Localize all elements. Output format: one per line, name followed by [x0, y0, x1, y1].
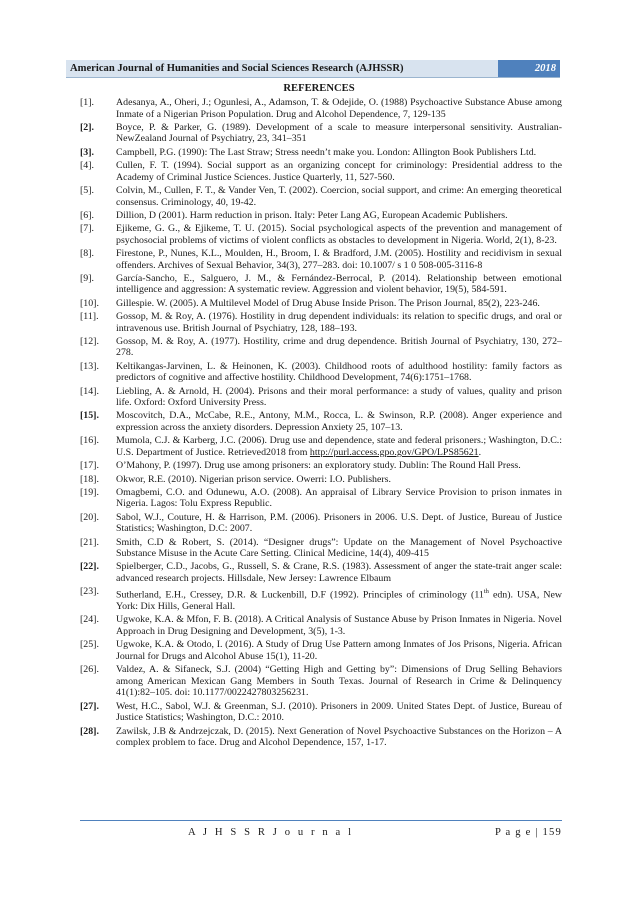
- footer-page-number: P a g e | 159: [494, 827, 562, 838]
- reference-item: [80, 586, 562, 612]
- reference-item: [80, 298, 562, 310]
- reference-item: [80, 474, 562, 486]
- reference-number: [27].: [80, 700, 99, 712]
- section-title: REFERENCES: [283, 83, 355, 94]
- reference-item: [80, 97, 562, 120]
- reference-text: Cullen, F. T. (1994). Social support as an organizing concept for criminology: Presidential address to the Academy of Criminal Justice Sciences. Justice Quarterly, 11, 527-560.: [116, 160, 562, 183]
- reference-item: [80, 336, 562, 359]
- reference-number: [6].: [80, 209, 94, 221]
- reference-number: [7].: [80, 223, 94, 235]
- reference-text-tail: .: [478, 446, 482, 458]
- reference-item: [80, 248, 562, 271]
- reference-text: O’Mahony, P. (1997). Drug use among prisoners: an exploratory study. Dublin: The Round Hall Press.: [116, 460, 521, 472]
- reference-number: [3].: [80, 146, 94, 158]
- reference-item: [80, 210, 562, 222]
- reference-text: Moscovitch, D.A., McCabe, R.E., Antony, M.M., Rocca, L. & Swinson, R.P. (2008). Anger experience and expression across the anxiety disorders. Depression Anxiety 25, 107–13.: [116, 410, 562, 434]
- reference-text: Gillespie. W. (2005). A Multilevel Model of Drug Abuse Inside Prison. The Prison Journal, 85(2), 223-246.: [116, 297, 540, 309]
- reference-text: West, H.C., Sabol, W.J. & Greenman, S.J. (2010). Prisoners in 2009. United States Dept. of Justice, Bureau of Justice Statistics; Washington, D.C.: 2010.: [116, 700, 562, 724]
- reference-text: Keltikangas-Jarvinen, L. & Heinonen, K. (2003). Childhood roots of adulthood hostility: family factors as predictors of cognitive and affective hostility. Childhood Development, 74(6):1751–1768.: [116, 360, 562, 384]
- reference-number: [13].: [80, 360, 99, 372]
- reference-item: [80, 273, 562, 296]
- reference-item: [80, 639, 562, 662]
- reference-text: Liebling, A. & Arnold, H. (2004). Prisons and their moral performance: a study of values, quality and prison life. Oxford: Oxford University Press.: [116, 385, 562, 409]
- reference-number: [16].: [80, 435, 99, 447]
- reference-number: [26].: [80, 664, 99, 676]
- reference-text: Adesanya, A., Oheri, J.; Ogunlesi, A., Adamson, T. & Odejide, O. (1988) Psychoactive Substance Abuse among Inmate of a Nigerian Prison Population. Drug and Alcohol Dependence, 7, 129-135: [116, 97, 562, 120]
- reference-text: Dillion, D (2001). Harm reduction in prison. Italy: Peter Lang AG, European Academic Publishers.: [116, 209, 508, 221]
- reference-item: [80, 386, 562, 409]
- reference-item: [80, 726, 562, 749]
- reference-number: [28].: [80, 725, 99, 737]
- reference-list: [80, 97, 562, 750]
- reference-text: García-Sancho, E., Salguero, J. M., & Fernández-Berrocal, P. (2014). Relationship between emotional intelligence and aggression: A systematic review. Aggression and violent behavior, 19(5), 584-591.: [116, 272, 562, 296]
- reference-number: [25].: [80, 639, 99, 651]
- reference-item: [80, 223, 562, 246]
- reference-number: [12].: [80, 335, 99, 347]
- reference-number: [21].: [80, 536, 99, 548]
- footer-divider: [80, 820, 562, 821]
- reference-text-tail: edn). USA, New York: Dix Hills, General Hall.: [116, 589, 562, 613]
- reference-text: Mumola, C.J. & Karberg, J.C. (2006). Drug use and dependence, state and federal prisoners.; Washington, D.C.: U.S. Department of Justice. Retrieved2018 from: [116, 435, 562, 458]
- reference-number: [8].: [80, 247, 94, 259]
- reference-number: [9].: [80, 272, 94, 284]
- journal-name: American Journal of Humanities and Social Sciences Research (AJHSSR): [66, 60, 498, 77]
- reference-number: [11].: [80, 310, 99, 322]
- footer-journal: A J H S S R J o u r n a l: [188, 827, 354, 838]
- reference-text: Ejikeme, G. G., & Ejikeme, T. U. (2015). Social psychological aspects of the prevention and management of psychosocial problems of victims of violent conflicts as obstacles to development in Nigeria. World, 2(1), 8-23.: [116, 223, 562, 246]
- reference-number: [2].: [80, 121, 94, 133]
- reference-text: Okwor, R.E. (2010). Nigerian prison service. Owerri: I.O. Publishers.: [116, 473, 391, 485]
- page-footer: [80, 826, 562, 840]
- reference-number: [4].: [80, 160, 94, 172]
- reference-number: [20].: [80, 511, 99, 523]
- reference-item: [80, 701, 562, 724]
- reference-item: [80, 311, 562, 334]
- reference-text: Sutherland, E.H., Cressey, D.R. & Luckenbill, D.F (1992). Principles of criminology (11: [116, 589, 484, 601]
- reference-number: [19].: [80, 486, 99, 498]
- reference-text: Smith, C.D & Robert, S. (2014). “Designer drugs”: Update on the Management of Novel Psychoactive Substance Misuse in the Acute Care Setting. Clinical Medicine, 14(4), 409-415: [116, 536, 562, 560]
- reference-text: Boyce, P. & Parker, G. (1989). Development of a scale to measure interpersonal sensitivity. Australian-NewZealand Journal of Psychiatry, 23, 341–351: [116, 121, 562, 145]
- reference-number: [14].: [80, 385, 99, 397]
- reference-item: [80, 664, 562, 699]
- reference-text: Spielberger, C.D., Jacobs, G., Russell, S. & Crane, R.S. (1983). Assessment of anger the state-trait anger scale: advanced research projects. Hillsdale, New Jersey: Lawrence Elbaum: [116, 561, 562, 584]
- reference-item: [80, 537, 562, 560]
- reference-number: [22].: [80, 561, 99, 573]
- journal-year: 2018: [498, 60, 560, 77]
- reference-text: Gossop, M. & Roy, A. (1977). Hostility, crime and drug dependence. British Journal of Psychiatry, 130, 272–278.: [116, 335, 562, 359]
- reference-link[interactable]: http://purl.access.gpo.gov/GPO/LPS85621: [309, 446, 479, 458]
- reference-item: [80, 410, 562, 433]
- reference-number: [23].: [80, 586, 99, 598]
- reference-text: Sabol, W.J., Couture, H. & Harrison, P.M. (2006). Prisoners in 2006. U.S. Dept. of Justice, Bureau of Justice Statistics; Washington, D.C: 2007.: [116, 511, 562, 535]
- reference-text: Campbell, P.G. (1990): The Last Straw; Stress needn’t make you. London: Allington Book Publishers Ltd.: [116, 146, 537, 158]
- reference-number: [1].: [80, 97, 94, 108]
- reference-text: Omagbemi, C.O. and Odunewu, A.O. (2008). An appraisal of Library Service Provision to prison inmates in Nigeria. Lagos: Tolu Express Republic.: [116, 486, 562, 510]
- reference-item: [80, 435, 562, 458]
- reference-item: [80, 512, 562, 535]
- reference-text: Ugwoke, K.A. & Otodo, I. (2016). A Study of Drug Use Pattern among Inmates of Jos Prisons, Nigeria. African Journal for Drugs and Alcohol Abuse 15(1), 11-20.: [116, 639, 562, 662]
- reference-number: [10].: [80, 297, 99, 309]
- reference-number: [24].: [80, 614, 99, 626]
- reference-text: Zawilsk, J.B & Andrzejczak, D. (2015). Next Generation of Novel Psychoactive Substances on the Horizon – A complex problem to face. Drug and Alcohol Dependence, 157, 1-17.: [116, 725, 562, 749]
- reference-number: [18].: [80, 473, 99, 485]
- reference-item: [80, 460, 562, 472]
- reference-number: [17].: [80, 460, 99, 472]
- reference-text: Firestone, P., Nunes, K.L., Moulden, H., Broom, I. & Bradford, J.M. (2005). Hostility and recidivism in sexual offenders. Archives of Sexual Behavior, 34(3), 277–283. doi: 10.1007/ s 1 0 508-005-3116-8: [116, 247, 562, 271]
- reference-text: Ugwoke, K.A. & Mfon, F. B. (2018). A Critical Analysis of Sustance Abuse by Prison Inmates in Nigeria. Novel Approach in Drug Designing and Development, 3(5), 1-3.: [116, 614, 562, 638]
- journal-header: [66, 60, 560, 78]
- reference-number: [15].: [80, 410, 99, 422]
- reference-item: [80, 614, 562, 637]
- reference-number: [5].: [80, 184, 94, 196]
- reference-item: [80, 561, 562, 584]
- reference-item: [80, 160, 562, 183]
- reference-text: Valdez, A. & Sifaneck, S.J. (2004) “Getting High and Getting by”: Dimensions of Drug Selling Behaviors among American Mexican Gang Members in South Texas. Journal of Research in Crime & Delinquency 41(1):82–105. doi: 10.1177/0022427803256231.: [116, 664, 562, 699]
- reference-superscript: th: [483, 588, 489, 596]
- reference-item: [80, 185, 562, 208]
- reference-item: [80, 147, 562, 159]
- reference-text: Gossop, M. & Roy, A. (1976). Hostility in drug dependent individuals: its relation to specific drugs, and oral or intravenous use. British Journal of Psychiatry, 128, 188–193.: [116, 310, 562, 334]
- reference-text: Colvin, M., Cullen, F. T., & Vander Ven, T. (2002). Coercion, social support, and crime: An emerging theoretical consensus. Criminology, 40, 19-42.: [116, 184, 562, 208]
- reference-item: [80, 122, 562, 145]
- reference-item: [80, 487, 562, 510]
- reference-item: [80, 361, 562, 384]
